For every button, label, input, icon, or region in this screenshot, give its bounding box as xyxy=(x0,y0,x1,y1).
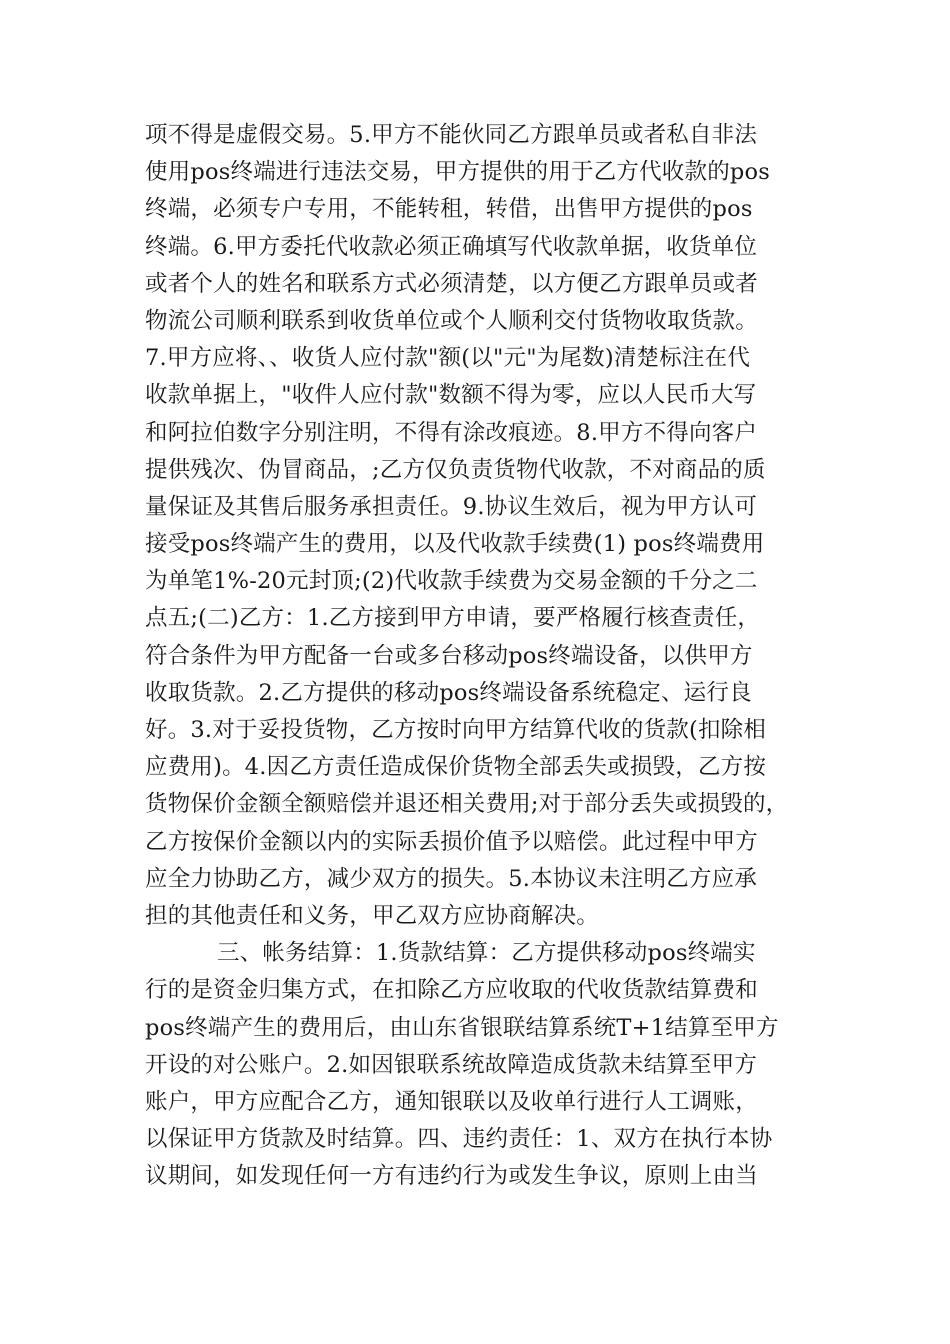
document-body xyxy=(145,117,825,1195)
text-line: 符合条件为甲方配备一台或多台移动pos终端设备，以供甲方 xyxy=(145,642,753,669)
text-line: 货物保价金额全额赔偿并退还相关费用;对于部分丢失或损毁的， xyxy=(145,791,789,818)
text-line: 点五;(二)乙方：1.乙方接到甲方申请，要严格履行核查责任， xyxy=(145,605,761,632)
text-line: 或者个人的姓名和联系方式必须清楚，以方便乙方跟单员或者 xyxy=(145,270,758,297)
text-line: 应费用)。4.因乙方责任造成保价货物全部丢失或损毁，乙方按 xyxy=(145,754,767,781)
text-line: 物流公司顺利联系到收货单位或个人顺利交付货物收取货款。 xyxy=(145,307,758,334)
text-line: 乙方按保价金额以内的实际丢损价值予以赔偿。此过程中甲方 xyxy=(145,828,758,855)
text-line: 开设的对公账户。2.如因银联系统故障造成货款未结算至甲方 xyxy=(145,1051,758,1078)
text-line: 收取货款。2.乙方提供的移动pos终端设备系统稳定、运行良 xyxy=(145,679,752,706)
text-line: 行的是资金归集方式，在扣除乙方应收取的代收货款结算费和 xyxy=(145,977,758,1004)
text-line: 接受pos终端产生的费用，以及代收款手续费(1) pos终端费用 xyxy=(145,531,765,558)
text-line: 提供残次、伪冒商品，;乙方仅负责货物代收款，不对商品的质 xyxy=(145,456,766,483)
text-line: 项不得是虚假交易。5.甲方不能伙同乙方跟单员或者私自非法 xyxy=(145,122,758,148)
text-line: 以保证甲方货款及时结算。四、违约责任：1、双方在执行本协 xyxy=(145,1126,773,1153)
text-line: 使用pos终端进行违法交易，甲方提供的用于乙方代收款的pos xyxy=(145,159,770,186)
text-line: 7.甲方应将、、收货人应付款"额(以"元"为尾数)清楚标注在代 xyxy=(145,345,751,372)
text-line: 账户，甲方应配合乙方，通知银联以及收单行进行人工调账， xyxy=(145,1088,758,1115)
text-line: 终端，必须专户专用，不能转租，转借，出售甲方提供的pos xyxy=(145,196,753,223)
text-line: 收款单据上，"收件人应付款"数额不得为零，应以人民币大写 xyxy=(145,382,757,409)
section-heading-line: 三、帐务结算：1.货款结算：乙方提供移动pos终端实 xyxy=(217,940,756,967)
text-line: 和阿拉伯数字分别注明，不得有涂改痕迹。8.甲方不得向客户 xyxy=(145,419,758,446)
text-line: pos终端产生的费用后，由山东省银联结算系统T+1结算至甲方 xyxy=(145,1014,779,1041)
text-line: 议期间，如发现任何一方有违约行为或发生争议，原则上由当 xyxy=(145,1163,758,1190)
text-line: 量保证及其售后服务承担责任。9.协议生效后，视为甲方认可 xyxy=(145,493,758,520)
text-line: 为单笔1%-20元封顶;(2)代收款手续费为交易金额的千分之二 xyxy=(145,568,758,595)
text-line: 好。3.对于妥投货物，乙方按时向甲方结算代收的货款(扣除相 xyxy=(145,717,767,743)
text-line: 终端。6.甲方委托代收款必须正确填写代收款单据，收货单位 xyxy=(145,233,758,260)
text-line: 担的其他责任和义务，甲乙双方应协商解决。 xyxy=(145,902,600,929)
text-line: 应全力协助乙方，减少双方的损失。5.本协议未注明乙方应承 xyxy=(145,865,758,892)
